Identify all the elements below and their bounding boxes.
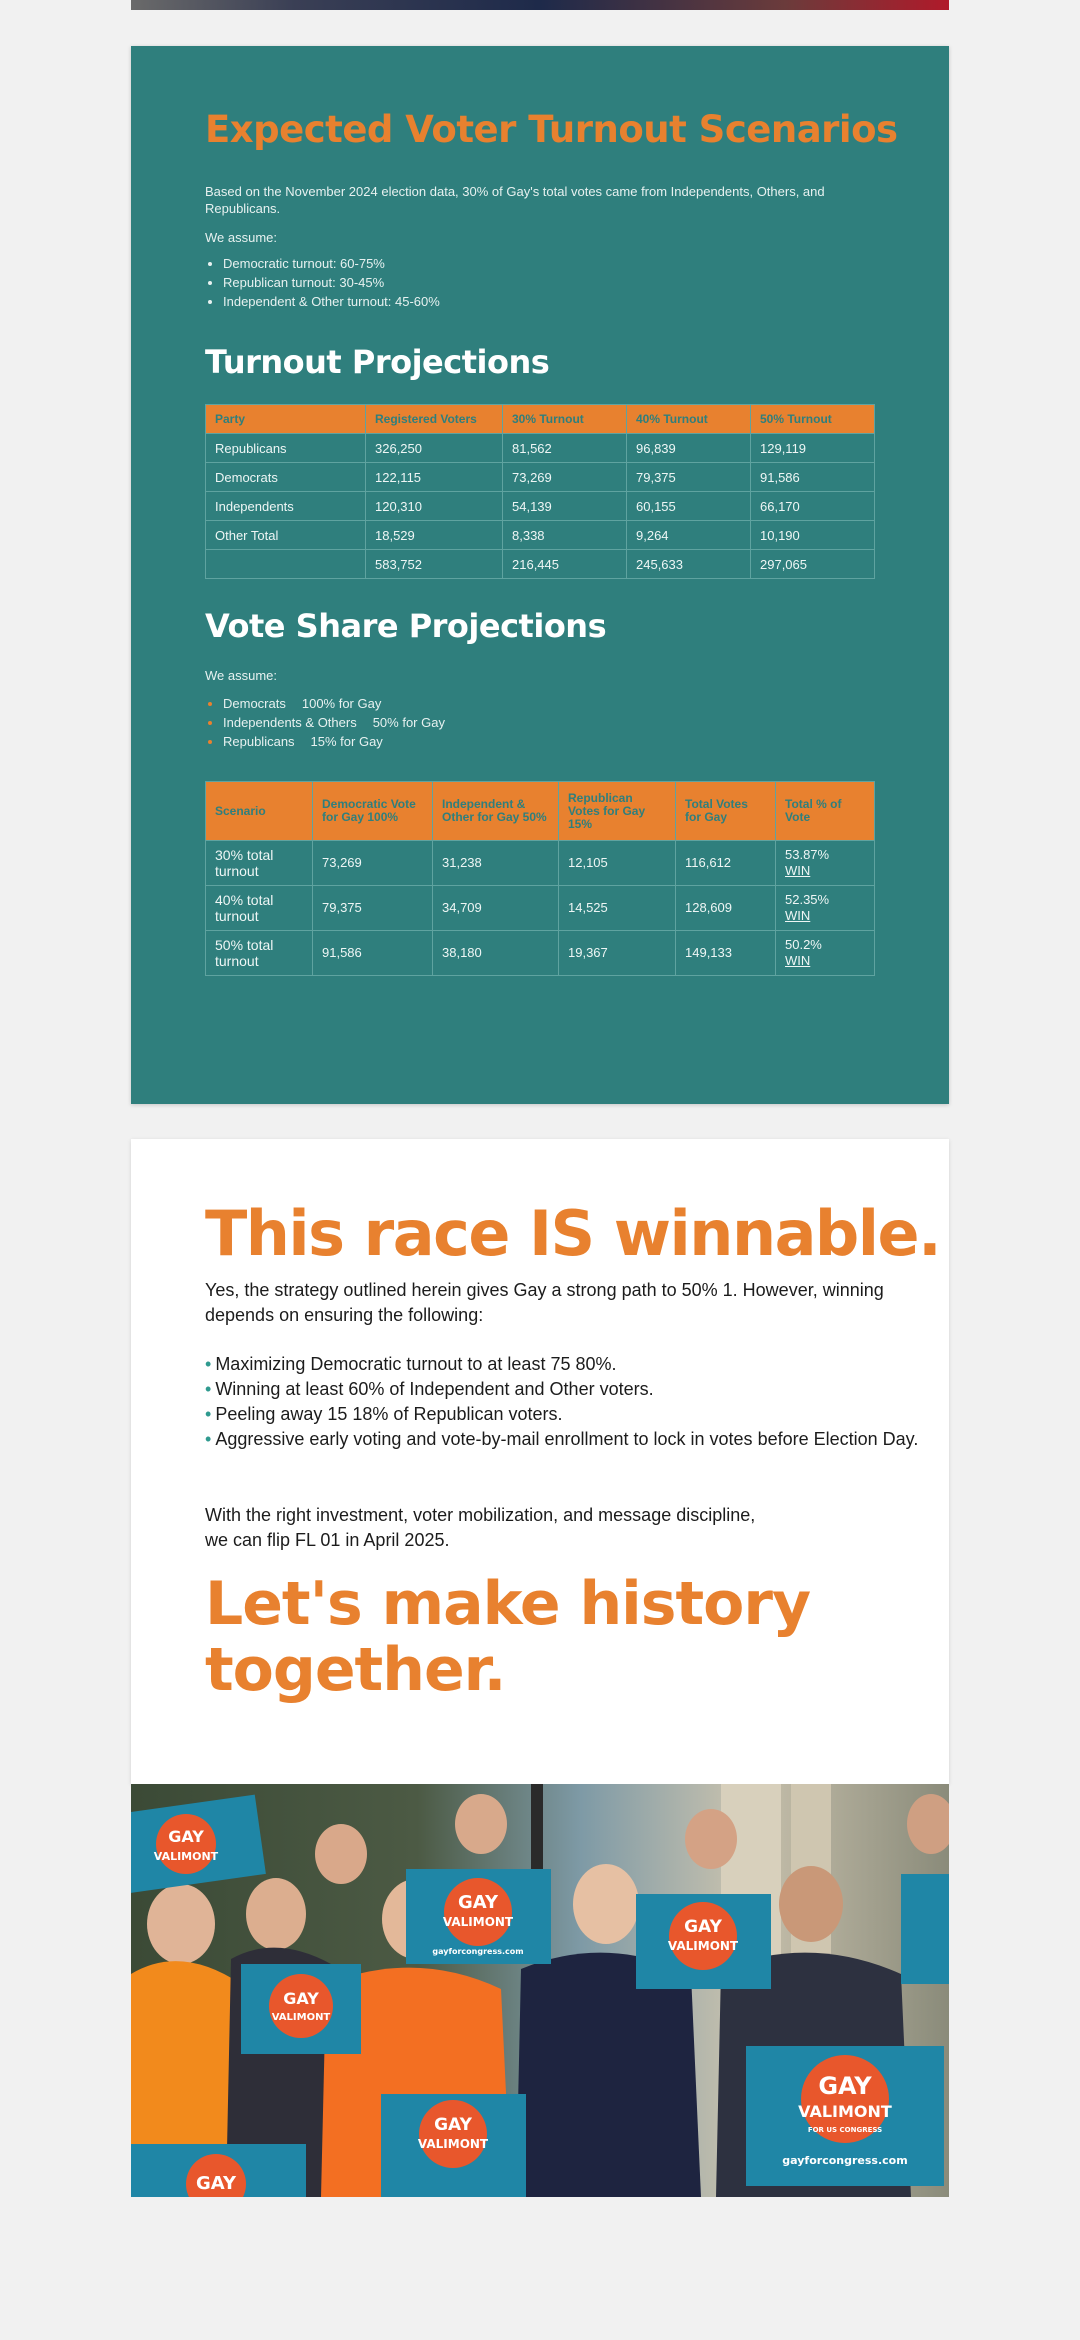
list-item: • Maximizing Democratic turnout to at least 75 80%. [205,1354,617,1374]
table-header-row [206,405,875,434]
column-header: Total % of Vote [776,782,875,841]
winnable-bullets [205,1352,925,1452]
vote-share-title: Vote Share Projections [205,607,607,645]
sign-text: GAY [434,2115,472,2135]
assumption-item: • Democratic turnout: 60-75% [223,254,440,273]
column-header: Democratic Vote for Gay 100% [313,782,433,841]
table-cell: 297,065 [751,550,875,579]
campaign-sign [901,1874,949,1984]
percent-value: 53.87% [785,847,830,862]
sign-text: VALIMONT [442,1915,514,1929]
table-row [206,886,875,931]
scenarios-intro: Based on the November 2024 election data, 30% of Gay's total votes came from Independents, Others, and Republicans. [205,184,825,216]
assumption-item: • Republican turnout: 30-45% [223,273,440,292]
vote-share-item [223,694,445,713]
table-cell: 116,612 [676,841,776,886]
share-label: 15% for Gay [310,734,383,749]
bullet-dot-icon: • [205,1429,212,1449]
table-cell: 583,752 [366,550,503,579]
column-header: Total Votes for Gay [676,782,776,841]
table-cell: 60,155 [627,492,751,521]
sign-text: VALIMONT [417,2137,489,2151]
table-row [206,434,875,463]
turnout-table [205,404,875,579]
supporters-illustration [131,1784,949,2197]
page-turnout-scenarios [131,46,949,1104]
table-cell: 73,269 [503,463,627,492]
bullet-dot-icon: • [205,1354,212,1374]
table-row [206,492,875,521]
campaign-sign [381,2094,526,2197]
table-cell: 326,250 [366,434,503,463]
table-cell: 54,139 [503,492,627,521]
campaign-sign [636,1894,771,1989]
table-cell: 128,609 [676,886,776,931]
sign-subtext: FOR US CONGRESS [807,2126,883,2134]
table-row-total [206,550,875,579]
vote-share-assume: We assume: [205,668,278,683]
table-cell: 149,133 [676,931,776,976]
table-cell: 73,269 [313,841,433,886]
win-label: WIN [785,908,811,923]
sign-text: GAY [684,1917,722,1937]
percent-value: 50.2% [785,937,822,952]
table-cell: 79,375 [313,886,433,931]
campaign-supporters-photo [131,1784,949,2197]
list-item: • Winning at least 60% of Independent and Other voters. [205,1379,654,1399]
win-label: WIN [785,953,811,968]
table-cell: 79,375 [627,463,751,492]
table-cell: 8,338 [503,521,627,550]
column-header: 50% Turnout [751,405,875,434]
scenarios-title: Expected Voter Turnout Scenarios [205,108,898,151]
table-cell [776,886,875,931]
share-label: 100% for Gay [301,696,382,711]
table-cell: 34,709 [433,886,559,931]
table-cell: 19,367 [559,931,676,976]
table-cell: Independents [206,492,366,521]
table-cell: 40% total turnout [206,886,313,931]
winnable-intro: Yes, the strategy outlined herein gives Gay a strong path to 50% 1. However, winning depends on ensuring the following: [205,1280,884,1325]
group-label: Democrats [223,696,286,711]
assumption-item: • Independent & Other turnout: 45-60% [223,292,440,311]
percent-value: 52.35% [785,892,830,907]
table-cell: 30% total turnout [206,841,313,886]
page-winnable [131,1139,949,1784]
column-header: Party [206,405,366,434]
table-row [206,463,875,492]
share-label: 50% for Gay [372,715,445,730]
scenarios-assume: We assume: [205,230,278,245]
sign-text: VALIMONT [798,2102,892,2121]
column-header: 30% Turnout [503,405,627,434]
vote-share-assumptions [205,694,445,751]
campaign-sign [406,1869,551,1964]
make-history-heading: Let's make history together. [205,1569,811,1705]
table-cell: 122,115 [366,463,503,492]
table-cell: 31,238 [433,841,559,886]
vote-share-item [223,732,445,751]
campaign-sign [131,2144,306,2197]
sign-text: VALIMONT [667,1939,739,1953]
bullet-dot-icon: • [205,1379,212,1399]
table-cell: 96,839 [627,434,751,463]
sign-text: VALIMONT [271,2012,331,2023]
table-cell [776,931,875,976]
table-cell: 91,586 [751,463,875,492]
sign-url: gayforcongress.com [782,2154,908,2167]
table-cell: 129,119 [751,434,875,463]
group-label: Independents & Others [223,715,357,730]
table-cell: 12,105 [559,841,676,886]
table-cell: 66,170 [751,492,875,521]
sign-url: gayforcongress.com [432,1947,524,1956]
table-cell: 245,633 [627,550,751,579]
table-cell [206,550,366,579]
column-header: 40% Turnout [627,405,751,434]
sign-text: GAY [818,2072,872,2100]
group-label: Republicans [223,734,295,749]
table-cell: Other Total [206,521,366,550]
table-cell: 38,180 [433,931,559,976]
list-item: • Aggressive early voting and vote-by-mail enrollment to lock in votes before Election Day. [205,1429,919,1449]
table-cell: 91,586 [313,931,433,976]
table-cell: 9,264 [627,521,751,550]
campaign-sign [746,2046,944,2186]
winnable-closing-paragraph: With the right investment, voter mobilization, and message discipline, we can flip FL 01 in April 2025. [205,1505,756,1550]
table-row [206,931,875,976]
table-cell: 120,310 [366,492,503,521]
column-header: Scenario [206,782,313,841]
column-header: Republican Votes for Gay 15% [559,782,676,841]
table-cell: 18,529 [366,521,503,550]
sign-text: VALIMONT [153,1850,219,1863]
table-row [206,841,875,886]
table-cell: 50% total turnout [206,931,313,976]
table-cell: 81,562 [503,434,627,463]
column-header: Registered Voters [366,405,503,434]
column-header: Independent & Other for Gay 50% [433,782,559,841]
winnable-title: This race IS winnable. [205,1197,941,1270]
list-item: • Peeling away 15 18% of Republican voters. [205,1404,563,1424]
table-cell: 14,525 [559,886,676,931]
sign-text: GAY [195,2173,237,2194]
sign-text: GAY [457,1892,499,1913]
vote-share-table [205,781,875,976]
table-cell [776,841,875,886]
table-cell: Democrats [206,463,366,492]
table-header-row [206,782,875,841]
table-cell: Republicans [206,434,366,463]
sign-text: GAY [168,1827,204,1846]
sign-text: GAY [283,1989,319,2008]
previous-page-photo-edge [131,0,949,10]
table-cell: 10,190 [751,521,875,550]
table-cell: 216,445 [503,550,627,579]
win-label: WIN [785,863,811,878]
bullet-dot-icon: • [205,1404,212,1424]
turnout-title: Turnout Projections [205,343,550,381]
campaign-sign [241,1964,361,2054]
table-row [206,521,875,550]
vote-share-item [223,713,445,732]
assumption-list [205,254,440,311]
